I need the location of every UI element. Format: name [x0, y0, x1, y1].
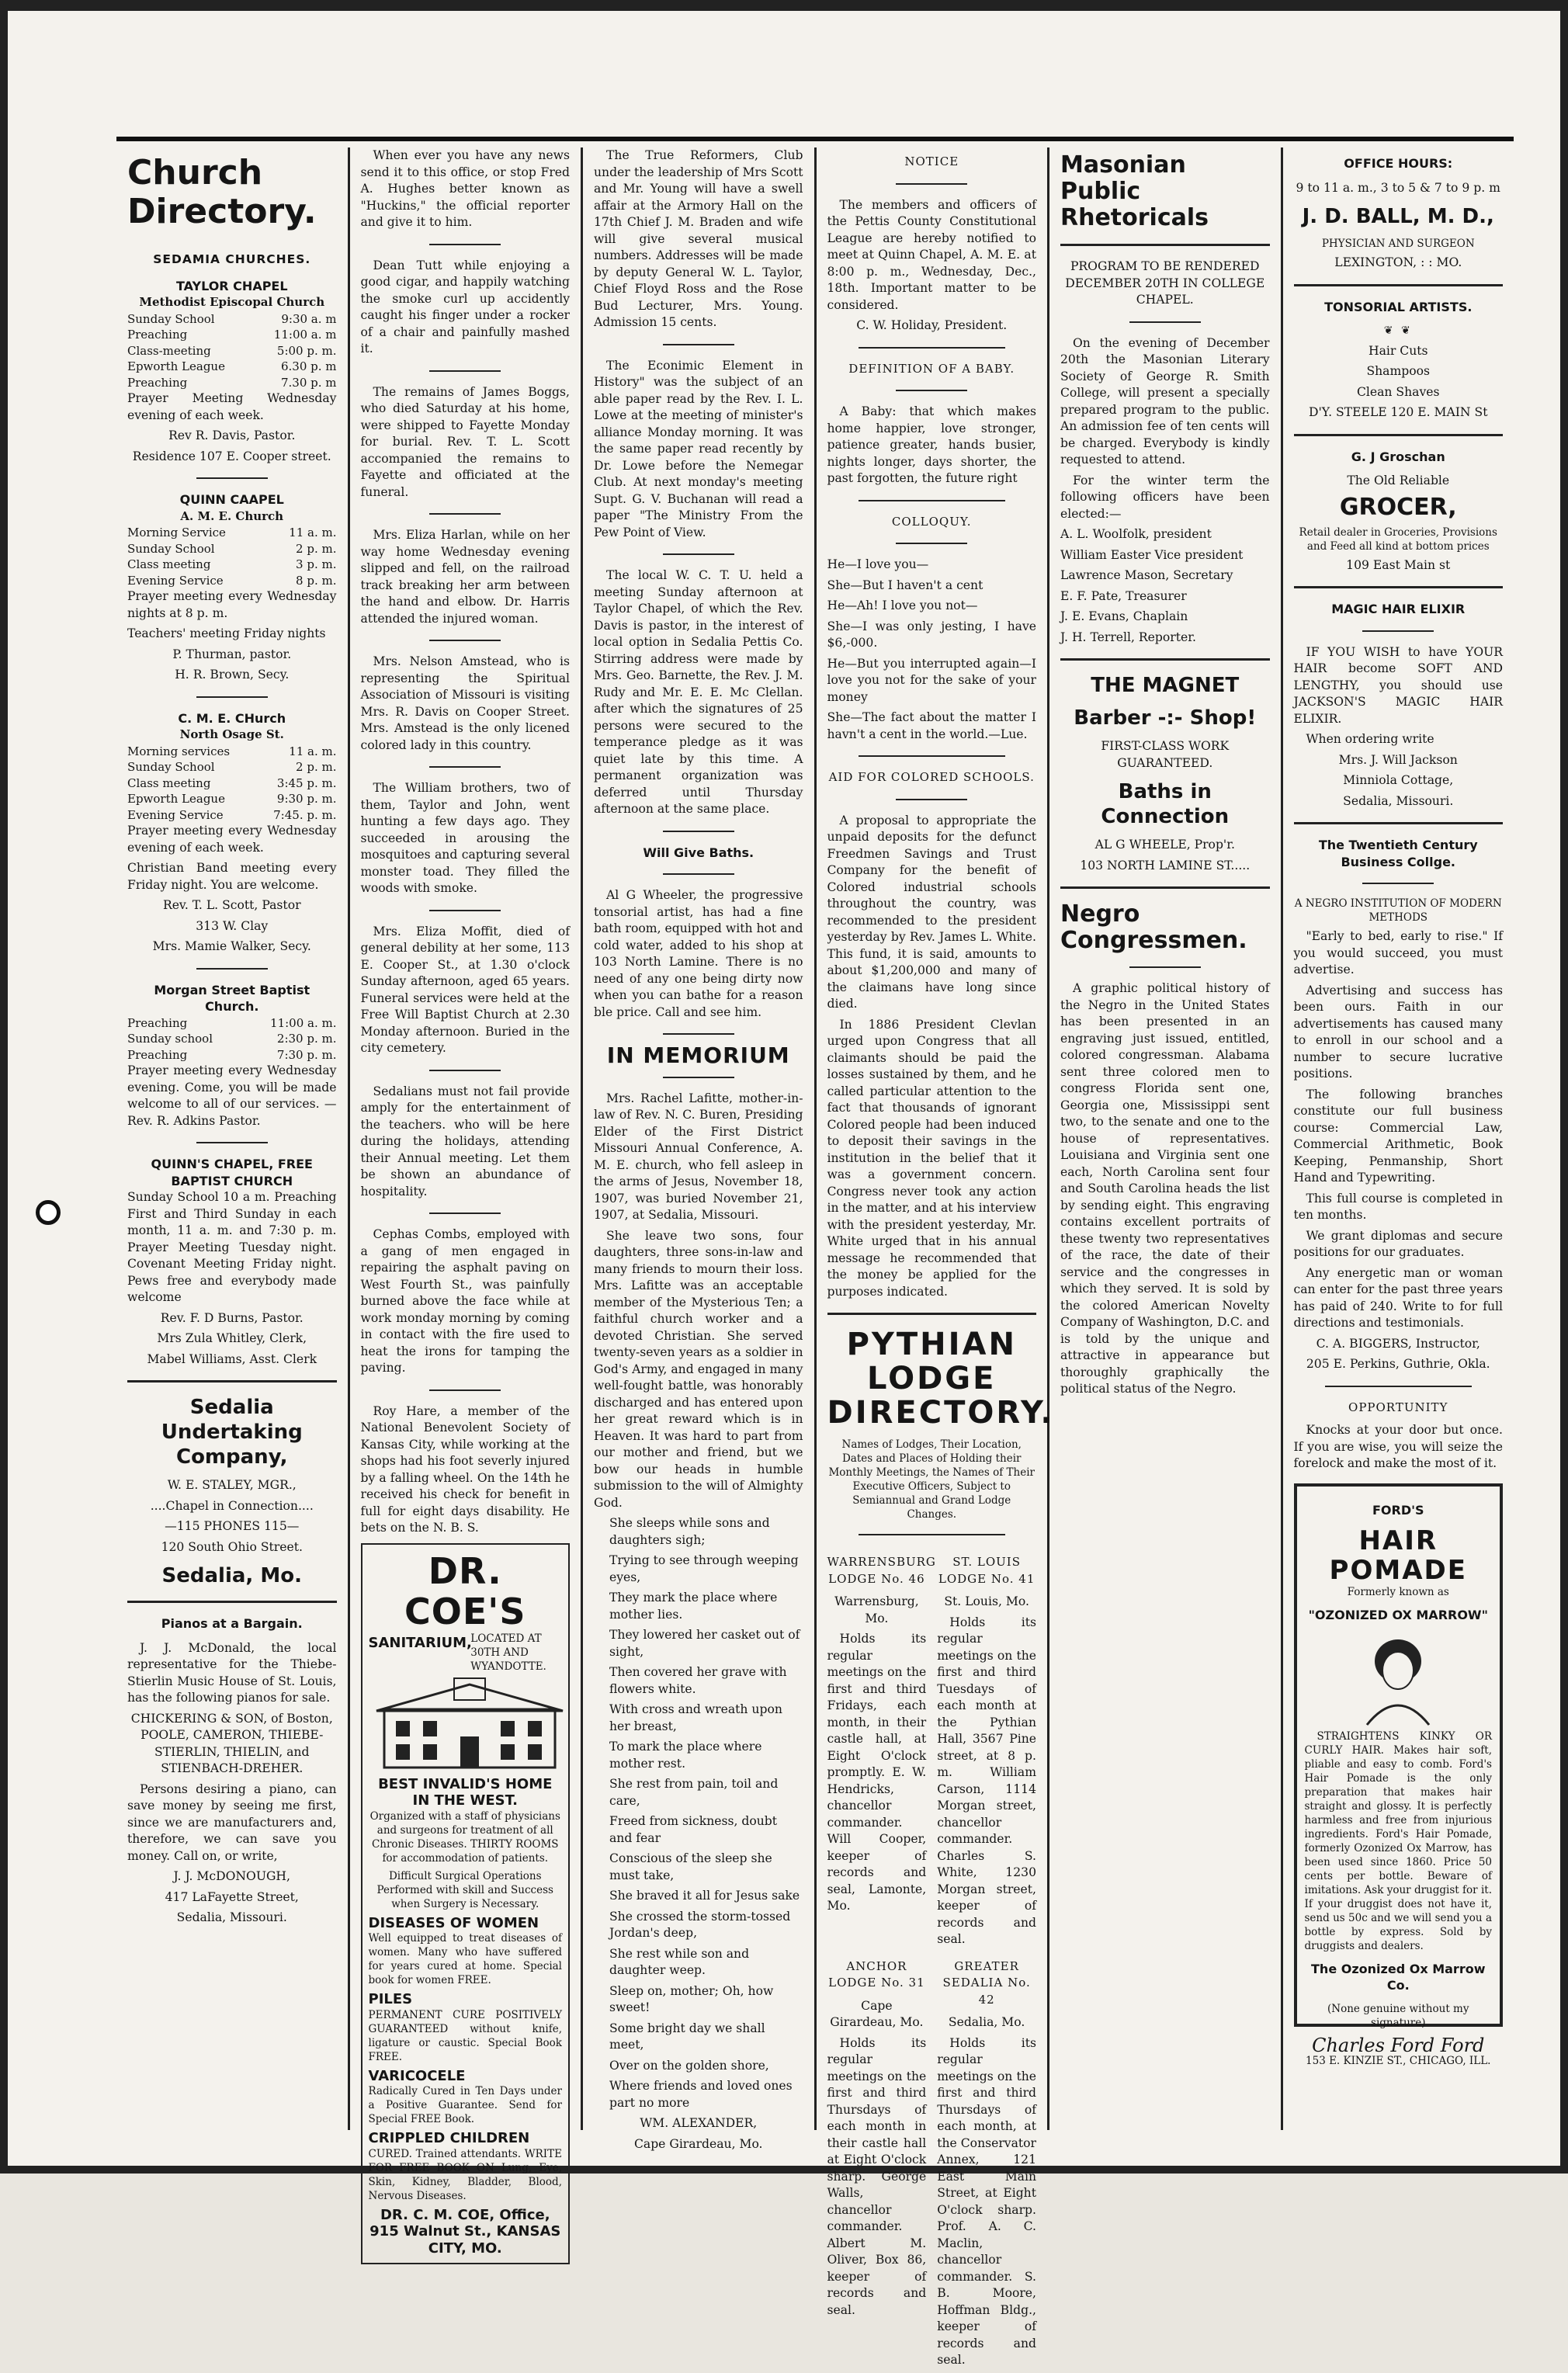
doctor-city: LEXINGTON, : : MO.	[1334, 255, 1462, 269]
church-residence: Residence 107 E. Cooper street.	[132, 449, 331, 463]
schedule-row: Preaching 7:30 p. m.	[127, 1047, 337, 1062]
divider	[663, 873, 734, 875]
schedule-row: Epworth League 9:30 p. m.	[127, 792, 337, 806]
column-3	[583, 147, 817, 2151]
grocer-title: GROCER,	[1339, 493, 1457, 521]
divider	[896, 799, 967, 800]
column-6	[1283, 147, 1514, 2130]
church-name: C. M. E. CHurch	[178, 710, 286, 726]
sanitarium-building-icon	[369, 1678, 571, 1771]
service: Shampoos	[1366, 364, 1431, 378]
pythian-intro: Names of Lodges, Their Location, Dates and Places of Holding their Monthly Meetings, the Names of Their Executive Officers, Subject to Semiannual and Grand Lodge Changes.	[828, 1438, 1036, 1521]
notice-title: NOTICE	[904, 154, 959, 168]
magic-title: MAGIC HAIR ELIXIR	[1331, 602, 1466, 616]
divider	[127, 1601, 337, 1603]
divider	[827, 1313, 1037, 1315]
magic-name: Mrs. J. Will Jackson	[1338, 752, 1458, 767]
pianos-address: 417 LaFayette Street,	[165, 1889, 299, 1904]
woman-portrait-icon	[1355, 1632, 1441, 1725]
poem-line: She braved it all for Jesus sake	[609, 1889, 800, 1903]
divider	[196, 1142, 268, 1143]
poem-line: She rest from pain, toil and care,	[609, 1777, 779, 1808]
column-2	[350, 147, 584, 2257]
news-item: Roy Hare, a member of the National Benevolent Society of Kansas City, while working at the shops had his foot severly injured by a falling wheel. On the 14th he received his check for benefit in full for eight days disability. He bets on the N. B. S.	[360, 1403, 570, 1535]
divider	[1294, 284, 1504, 286]
divider	[859, 500, 1005, 501]
college-address: 205 E. Perkins, Guthrie, Okla.	[1306, 1357, 1490, 1371]
college-institution: A NEGRO INSTITUTION OF MODERN METHODS	[1294, 897, 1502, 924]
pomade-title: HAIR POMADE	[1329, 1525, 1467, 1586]
divider	[896, 543, 967, 544]
coes-text-women: Well equipped to treat diseases of women. Many who have suffered for years cured at home. Special book for women FREE.	[368, 1932, 562, 1986]
office-hours-title: OFFICE HOURS:	[1344, 156, 1453, 171]
poem-line: Then covered her grave with flowers white.	[609, 1665, 787, 1696]
doctor-name: J. D. BALL, M. D.,	[1302, 205, 1494, 228]
church-pastor: Rev R. Davis, Pastor.	[168, 428, 296, 442]
baby-text: A Baby: that which makes home happier, love stronger, patience greater, hands busier, nights longer, days shorter, the past forgotten, the future right	[827, 404, 1036, 485]
coes-location: LOCATED AT 30TH AND WYANDOTTE.	[470, 1632, 546, 1673]
undertaking-manager: W. E. STALEY, MGR.,	[167, 1478, 297, 1492]
divider	[1294, 434, 1504, 436]
poem-line: They lowered her casket out of sight,	[609, 1628, 800, 1659]
undertaking-address: 120 South Ohio Street.	[161, 1539, 303, 1554]
news-item: The Econimic Element in History" was the subject of an able paper read by the Rev. I. L. Lowe at the meeting of minister's alliance Monday morning. It was the same paper read recently by Dr. Lowe before the Nemegar Club. At next monday's meeting Supt. G. V. Buchanan will read a paper "The Ministry From the Pew Point of View.	[594, 358, 803, 539]
church-secretary: Mrs. Mamie Walker, Secy.	[152, 939, 311, 953]
notice-text: The members and officers of the Pettis County Constitutional League are hereby notified to meet at Quinn Chapel, A. M. E. at 8:00 p. m., Wednesday, Dec., 18th. Important matter to be considered.	[827, 197, 1036, 312]
church-pastor: Rev. T. L. Scott, Pastor	[162, 898, 301, 912]
poem-line: With cross and wreath upon her breast,	[609, 1702, 782, 1733]
barber-address: 103 NORTH LAMINE ST.....	[1080, 858, 1251, 873]
lodge-listing	[937, 1952, 1036, 2373]
college-text: The following branches constitute our full business course: Commercial Law, Commercial Arithmetic, Book Keeping, Penmanship, Short Hand and Typewriting.	[1293, 1087, 1503, 1185]
churches-section-title: SEDAMIA CHURCHES.	[153, 252, 311, 266]
divider	[429, 640, 501, 641]
pomade-formerly: Formerly known as	[1347, 1586, 1449, 1598]
poem-line: Freed from sickness, doubt and fear	[609, 1814, 778, 1845]
divider	[896, 183, 967, 185]
college-title: The Twentieth Century Business Collge.	[1318, 838, 1478, 869]
news-item: The remains of James Boggs, who died Saturday at his home, were shipped to Fayette Monday for burial. Rev. T. L. Scott accompanied the remains to Fayette and officiated at the funeral.	[360, 384, 570, 499]
opportunity-title: OPPORTUNITY	[1348, 1400, 1448, 1414]
lodge-place: Sedalia, Mo.	[948, 2015, 1025, 2029]
divider	[663, 1077, 734, 1078]
divider	[1129, 966, 1201, 968]
divider	[1129, 321, 1201, 323]
divider	[429, 1213, 501, 1214]
divider	[663, 831, 734, 832]
church-secretary: H. R. Brown, Secy.	[175, 668, 290, 682]
poem-line: Trying to see through weeping eyes,	[609, 1553, 799, 1584]
pomade-signature: Charles Ford Ford	[1312, 2034, 1485, 2056]
grocer-text: Retail dealer in Groceries, Provisions and Feed all kind at bottom prices	[1299, 526, 1497, 553]
divider	[429, 1070, 501, 1071]
negro-congressmen-title: Negro Congressmen.	[1060, 900, 1247, 954]
lodge-name: ANCHOR LODGE No. 31	[828, 1958, 925, 1990]
lodge-text: Holds its regular meetings on the first and third Thursdays of each month, at the Conservator Annex, 121 East Main Street, at Eight O'clock sharp. Prof. A. C. Maclin, chancellor commander. S. B. Moore, Hoffman Bldg., keeper of records and seal.	[937, 2035, 1037, 2367]
steele-address: D'Y. STEELE 120 E. MAIN St	[1309, 405, 1488, 419]
memoriam-author-city: Cape Girardeau, Mo.	[633, 2136, 763, 2151]
pomade-text: STRAIGHTENS KINKY OR CURLY HAIR. Makes hair soft, pliable and easy to comb. Ford's Hair Pomade is the only preparation that makes hair straight and glossy. It is perfectly harmless and free from injurious ingredients. Ford's Hair Pomade, formerly Ozonized Ox Marrow, has been used since 1860. Price 50 cents per bottle. Beware of imitations. Ask your druggist for it. If your druggist does not have it, send us 50c and we will send you a bottle by express. Sold by druggists and dealers.	[1304, 1729, 1492, 1952]
college-text: "Early to bed, early to rise." If you would succeed, you must advertise.	[1293, 929, 1503, 977]
doctor-title: PHYSICIAN AND SURGEON	[1321, 238, 1475, 250]
tonsorial-title: TONSORIAL ARTISTS.	[1324, 299, 1473, 314]
officer: J. H. Terrell, Reporter.	[1060, 630, 1196, 644]
lodge-listing	[937, 1548, 1036, 1952]
magnet-title: THE MAGNET	[1091, 674, 1240, 697]
schedule-row: Morning Service 11 a. m.	[127, 526, 337, 539]
coes-line: Organized with a staff of physicians and surgeons for treatment of all Chronic Diseases. THIRTY ROOMS for accommodation of patients.	[369, 1809, 560, 1865]
column-5	[1049, 147, 1283, 2130]
coes-title: DR. COE'S	[404, 1549, 526, 1632]
colloquy-line: He—Ah! I love you not—	[827, 598, 978, 612]
lodge-listing	[827, 1548, 936, 1952]
magnet-barber-ad	[1060, 673, 1270, 874]
divider	[1060, 658, 1270, 661]
lodge-listing	[827, 1952, 927, 2373]
church-subtitle: A. M. E. Church	[180, 508, 284, 523]
news-item: Dean Tutt while enjoying a good cigar, and happily watching the smoke curl up accidently caught his finger under a rocker of a chair and painfully mashed it.	[360, 258, 570, 356]
taylor-chapel-listing	[127, 278, 337, 466]
pianos-name: J. J. McDONOUGH,	[173, 1869, 290, 1883]
schedule-row: Epworth League 6.30 p. m	[127, 359, 337, 373]
lodge-name: WARRENSBURG LODGE No. 46	[827, 1555, 936, 1586]
schedule-row: Preaching 7.30 p. m	[127, 375, 337, 390]
church-address: 313 W. Clay	[196, 918, 269, 933]
pythian-directory	[827, 1327, 1055, 2373]
barber-proprietor: AL G WHEELE, Prop'r.	[1094, 838, 1235, 852]
baths-connection: Baths in Connection	[1101, 780, 1230, 828]
masthead-rule	[116, 137, 1514, 141]
church-note: Prayer Meeting Wednesday evening of each week.	[127, 391, 337, 422]
colloquy-title: COLLOQUY.	[891, 514, 972, 529]
coes-subtitle: SANITARIUM,	[368, 1634, 472, 1651]
news-item: Sedalians must not fail provide amply for the entertainment of the teachers. who will be here during the holidays, attending their Annual meeting. Let them be shown an abundance of hospitality.	[360, 1084, 570, 1199]
church-subtitle: North Osage St.	[179, 727, 284, 741]
college-text: This full course is completed in ten months.	[1293, 1191, 1503, 1222]
lodge-text: Holds its regular meetings on the first and third Tuesdays of each month at the Pythian Hall, 3567 Pine street, at 8 p. m. William Carson, 1114 Morgan street, chancellor commander. Charles S. White, 1230 Morgan street, keeper of records and seal.	[937, 1615, 1036, 1946]
coes-tagline: BEST INVALID'S HOME IN THE WEST.	[378, 1775, 553, 1809]
colloquy-line: She—I was only jesting, I have $6,-000.	[827, 619, 1036, 650]
pomade-address: 153 E. KINZIE ST., CHICAGO, ILL.	[1306, 2055, 1491, 2067]
pythian-title: PYTHIAN LODGE DIRECTORY.	[827, 1327, 1055, 1431]
colloquy-line: She—But I haven't a cent	[827, 578, 983, 592]
opportunity-text: Knocks at your door but once. If you are wise, you will seize the forelock and make the most of it.	[1293, 1423, 1503, 1470]
schedule-row: Sunday School 2 p. m.	[127, 541, 337, 556]
divider	[663, 344, 734, 345]
pomade-formerly-name: "OZONIZED OX MARROW"	[1308, 1608, 1488, 1622]
colloquy-line: She—The fact about the matter I havn't a cent in the world.—Lue.	[827, 710, 1036, 741]
ornament-icon: ❦ ❦	[1383, 324, 1413, 337]
pomade-brand: FORD'S	[1372, 1502, 1424, 1518]
lodge-place: St. Louis, Mo.	[944, 1594, 1029, 1608]
news-item: The local W. C. T. U. held a meeting Sunday afternoon at Taylor Chapel, of which the Rev. Davis is pastor, in the interest of local option in Sedalia Pettis Co. Stirring address were made by Mrs. Geo. Barnette, the Rev. J. M. Rudy and Mr. E. E. Mc Clellan. after which the signatures of 25 persons were secured to the temperance pledge as it was quiet late by this time. A permanent organization was deferred until Thursday afternoon at the same place.	[594, 568, 803, 816]
free-baptist-listing	[127, 1156, 337, 1368]
coes-text-piles: PERMANENT CURE POSITIVELY GUARANTEED without knife, ligature or caustic. Special Book FREE.	[368, 2008, 562, 2063]
church-note: Prayer meeting every Wednesday nights at 8 p. m.	[127, 589, 337, 620]
divider	[859, 1534, 1005, 1535]
poem-line: Over on the golden shore,	[609, 2058, 769, 2073]
column-1	[116, 147, 350, 2130]
poem-line: She sleeps while sons and daughters sigh;	[609, 1516, 770, 1547]
service: Hair Cuts	[1368, 343, 1428, 358]
colloquy-line: He—I love you—	[827, 557, 929, 571]
divider	[663, 553, 734, 555]
lodge-name: GREATER SEDALIA No. 42	[942, 1958, 1031, 2007]
masonian-text: On the evening of December 20th the Masonian Literary Society of George R. Smith College, will present a specially prepared program to the public. An admission fee of ten cents will be charged. Everybody is kindly requested to attend.	[1060, 335, 1270, 467]
church-pastor: Rev. F. D Burns, Pastor.	[160, 1310, 304, 1325]
undertaking-city: Sedalia, Mo.	[161, 1564, 302, 1587]
news-item: Mrs. Nelson Amstead, who is representing the Spiritual Association of Missouri is visiting Mrs. R. Davis on Cooper Street. Mrs. Amstead is the only licened colored lady in this country.	[360, 654, 570, 752]
news-item: The William brothers, two of them, Taylor and John, went hunting a few days ago. They succeeded in arousing the mosquitoes and capturing several monster toad. They filled the woods with smoke.	[360, 781, 570, 895]
divider	[1325, 1386, 1472, 1387]
coes-text-varicocele: Radically Cured in Ten Days under a Positive Guarantee. Send for Special FREE Book.	[368, 2085, 562, 2125]
church-asst-clerk: Mabel Williams, Asst. Clerk	[147, 1351, 317, 1366]
officer: A. L. Woolfolk, president	[1060, 527, 1212, 541]
coes-text-children: CURED. Trained attendants. WRITE FOR FREE BOOK ON Lung, Eye, Skin, Kidney, Bladder, Blood, Nervous Diseases.	[368, 2147, 562, 2202]
divider	[1060, 244, 1270, 246]
divider	[896, 390, 967, 391]
news-item: Mrs. Eliza Moffit, died of general debility at her some, 113 E. Cooper St., at 1.30 o'clock Sunday afternoon, aged 65 years. Funeral services were held at the Free Will Baptist Church at 2.30 Monday afternoon. Buried in the city cemetery.	[360, 924, 570, 1055]
undertaking-title: Sedalia Undertaking Company,	[161, 1396, 303, 1469]
cme-church-listing	[127, 710, 337, 956]
grocer-sub: The Old Reliable	[1347, 474, 1450, 487]
officer: E. F. Pate, Treasurer	[1060, 588, 1187, 603]
college-text: We grant diplomas and secure positions for our graduates.	[1293, 1228, 1503, 1259]
lodge-place: Cape Girardeau, Mo.	[830, 1998, 924, 2029]
church-name: Morgan Street Baptist Church.	[154, 982, 310, 1014]
undertaking-phones: —115 PHONES 115—	[165, 1519, 300, 1533]
lodge-text: Holds its regular meetings on the first and third Fridays, each month, in their castle hall, at Eight O'clock promptly. E. W. Hendricks, chancellor commander. Will Cooper, keeper of records and seal, Lamonte, Mo.	[827, 1632, 927, 1913]
church-note: Christian Band meeting every Friday night. You are welcome.	[127, 861, 337, 892]
poem-line: She rest while son and daughter weep.	[609, 1946, 750, 1977]
memoriam-author: WM. ALEXANDER,	[640, 2116, 758, 2130]
poem-line: Sleep on, mother; Oh, how sweet!	[609, 1983, 774, 2014]
office-hours: 9 to 11 a. m., 3 to 5 & 7 to 9 p. m	[1296, 180, 1500, 195]
church-name: QUINN CAAPEL	[179, 492, 284, 507]
schedule-row: Sunday School 2 p. m.	[127, 760, 337, 774]
news-item: Cephas Combs, employed with a gang of men engaged in repairing the asphalt paving on West Fourth St., was painfully burned above the face while at work monday morning by coming in contact with the fire used to heat the irons for tamping the paving.	[360, 1227, 570, 1375]
masonian-program: PROGRAM TO BE RENDERED DECEMBER 20TH IN COLLEGE CHAPEL.	[1065, 259, 1265, 307]
pianos-city: Sedalia, Missouri.	[176, 1910, 287, 1924]
divider	[429, 1389, 501, 1391]
grocer-name: G. J Groschan	[1351, 449, 1445, 464]
magic-text: IF YOU WISH to have YOUR HAIR become SOFT AND LENGTHY, you should use JACKSON'S MAGIC HAIR ELIXIR.	[1293, 644, 1503, 726]
baths-title: Will Give Baths.	[643, 845, 755, 860]
lodge-name: ST. LOUIS LODGE No. 41	[938, 1555, 1036, 1586]
morgan-baptist-listing	[127, 982, 337, 1130]
hair-pomade-ad	[1294, 1483, 1504, 2067]
church-name: TAYLOR CHAPEL	[175, 278, 288, 293]
coes-heading-varicocele: VARICOCELE	[368, 2067, 466, 2084]
quinn-chapel-listing	[127, 491, 337, 684]
column-4	[817, 147, 1055, 2367]
divider	[429, 910, 501, 911]
poem-line: To mark the place where mother rest.	[609, 1740, 762, 1771]
columns	[116, 147, 1514, 2367]
divider	[1294, 586, 1504, 588]
pomade-company: The Ozonized Ox Marrow Co.	[1311, 1961, 1486, 1993]
schedule-row: Class meeting 3:45 p. m.	[127, 775, 337, 790]
undertaking-ad	[127, 1395, 337, 1588]
coes-line: Difficult Surgical Operations Performed with skill and Success when Surgery is Necessary.	[376, 1869, 553, 1910]
memoriam-title: IN MEMORIUM	[606, 1043, 790, 1068]
dr-coes-ad	[361, 1543, 571, 2265]
coes-heading-piles: PILES	[368, 1991, 413, 2007]
aid-para: A proposal to appropriate the unpaid deposits for the defunct Freedmen Savings and Trust Company for the benefit of Colored industrial schools throughout the country, was recommended to the president yesterday by Rev. James L. White. This fund, it is said, amounts to about $1,200,000 and many of the claimans have long since died.	[827, 813, 1036, 1011]
divider	[429, 766, 501, 768]
lodge-place: Warrensburg, Mo.	[834, 1594, 919, 1625]
divider	[429, 244, 501, 245]
negro-congressmen-text: A graphic political history of the Negro in the United States has been presented in an engraving just issued, entitled, colored congressman. Alabama sent three colored men to congress Florida sent one, Georgia one, Mississippi sent two, to the senate and one to the house of representatives. Louisiana and Virginia sent one each, North Carolina sent four and South Carolina heads the list by sending eight. This engraving contains excellent portraits of these twenty two representatives of the race, the date of their service and the congresses in which they served. It is sold by the colored American Novelty Company of Washington, D.C. and is told by the unique and attractive in appearance but thoroughly graphically the political status of the Negro.	[1060, 981, 1270, 1396]
church-clerk: Mrs Zula Whitley, Clerk,	[157, 1331, 307, 1345]
schedule-row: Preaching 11:00 a. m	[127, 328, 337, 342]
divider	[429, 370, 501, 372]
magic-city: Sedalia, Missouri.	[1343, 793, 1454, 808]
officer: J. E. Evans, Chaplain	[1060, 609, 1188, 623]
divider	[1362, 630, 1434, 632]
barber-guarantee: FIRST-CLASS WORK GUARANTEED.	[1101, 739, 1230, 770]
divider	[196, 968, 268, 970]
church-subtitle: Methodist Episcopal Church	[139, 295, 325, 309]
divider	[1362, 883, 1434, 884]
divider	[429, 513, 501, 515]
church-note: Prayer meeting every Wednesday evening of each week.	[127, 824, 337, 855]
divider	[1060, 886, 1270, 889]
memoriam-para: She leave two sons, four daughters, three sons-in-law and many friends to mourn their loss. Mrs. Lafitte was an acceptable member of the Mysterious Ten; a faithful church worker and a devoted Christian. She served twenty-seven years as a soldier in God's Army, and engaged in many well-fought battle, was honorably discharged and has entered upon her great reward which is in Heaven. It was hard to part from our mother and friend, but we bow our heads in humble submission to the will of Almighty God.	[594, 1228, 803, 1510]
schedule-row: Morning services 11 a. m.	[127, 744, 337, 758]
schedule-row: Sunday school 2:30 p. m.	[127, 1032, 337, 1046]
church-note: Prayer meeting every Wednesday evening. Come, you will be made welcome to all of our services. —Rev. R. Adkins Pastor.	[127, 1063, 337, 1128]
schedule-row: Sunday School 9:30 a. m	[127, 311, 337, 326]
divider	[859, 755, 1005, 757]
lodge-text: Holds its regular meetings on the first and third Thursdays of each month in their castle hall at Eight O'clock sharp. George Walls, chancellor commander. Albert M. Oliver, Box 86, keeper of records and seal.	[827, 2035, 927, 2317]
masonian-title: Masonian Public Rhetoricals	[1060, 151, 1209, 231]
divider	[127, 1380, 337, 1383]
schedule-row: Preaching 11:00 a. m.	[127, 1015, 337, 1030]
poem-line: Some bright day we shall meet,	[609, 2021, 765, 2052]
memoriam-para: Mrs. Rachel Lafitte, mother-in-law of Rev. N. C. Buren, Presiding Elder of the First District Missouri Annual Conference, A. M. E. church, who fell asleep in the arms of Jesus, November 18, 1907, was buried November 21, 1907, at Sedalia, Missouri.	[594, 1091, 803, 1222]
church-note: Sunday School 10 a m. Preaching First and Third Sunday in each month, 11 a. m. and 7:30 p. m. Prayer Meeting Tuesday night. Covenant Meeting Friday night. Pews free and everybody made welcome	[127, 1190, 337, 1304]
church-directory-title: Church Directory.	[127, 153, 317, 231]
divider	[196, 477, 268, 479]
news-item: The True Reformers, Club under the leadership of Mrs Scott and Mr. Young will have a swell affair at the Armory Hall on the 17th Chief J. M. Braden and wife will give several musical numbers. Addresses will be made by deputy General W. L. Taylor, Chief Floyd Ross and the Rose Bud Lecturer, Mrs. Young. Admission 15 cents.	[594, 148, 803, 329]
divider	[859, 347, 1005, 349]
colloquy-line: He—But you interrupted again—I love you not for the sake of your money	[827, 656, 1036, 704]
coes-footer: DR. C. M. COE, Office, 915 Walnut St., KANSAS CITY, MO.	[369, 2206, 561, 2257]
poem-line: She crossed the storm-tossed Jordan's deep,	[609, 1909, 791, 1940]
college-text: Any energetic man or woman can enter for the past three years has paid of 240. Write to for full directions and testimonials.	[1293, 1265, 1503, 1330]
pomade-note: (None genuine without my signature)	[1327, 2002, 1469, 2029]
grocer-address: 109 East Main st	[1346, 557, 1451, 572]
church-name: QUINN'S CHAPEL, FREE BAPTIST CHURCH	[151, 1157, 313, 1188]
magic-place: Minniola Cottage,	[1343, 773, 1454, 787]
college-text: Advertising and success has been ours. Faith in our advertisements has caused many to enroll in our school and a number to secure lucrative positions.	[1293, 983, 1503, 1081]
divider	[196, 696, 268, 698]
pianos-text: J. J. McDonald, the local representative for the Thiebe-Stierlin Music House of St. Louis, has the following pianos for sale.	[127, 1640, 337, 1705]
schedule-row: Evening Service 7:45. p. m.	[127, 807, 337, 822]
coes-heading-children: CRIPPLED CHILDREN	[368, 2130, 530, 2146]
aid-title: AID FOR COLORED SCHOOLS.	[828, 770, 1035, 784]
pianos-ad	[127, 1615, 337, 1927]
poem-line: They mark the place where mother lies.	[609, 1591, 778, 1622]
barber-shop-title: Barber -:- Shop!	[1074, 706, 1257, 730]
pianos-text-2: Persons desiring a piano, can save money by seeing me first, since we are manufacturers and, therefore, we can save you money. Call on, or write,	[127, 1781, 337, 1863]
magic-order: When ordering write	[1306, 732, 1434, 746]
schedule-row: Class-meeting 5:00 p. m.	[127, 343, 337, 358]
poem-line: Where friends and loved ones part no more	[609, 2079, 793, 2110]
church-note: Teachers' meeting Friday nights	[127, 626, 326, 640]
baths-text: Al G Wheeler, the progressive tonsorial artist, has had a fine bath room, equipped with hot and cold water, added to his shop at 103 North Lamine. There is no need of any one being dirty now when you can bathe for a reason ble price. Call and see him.	[594, 888, 803, 1019]
church-pastor: P. Thurman, pastor.	[172, 647, 292, 661]
coes-heading-women: DISEASES OF WOMEN	[368, 1914, 539, 1931]
pianos-title: Pianos at a Bargain.	[161, 1616, 303, 1631]
notice-signature: C. W. Holiday, President.	[856, 318, 1008, 332]
officer: Lawrence Mason, Secretary	[1060, 568, 1233, 582]
memoriam-poem	[594, 1515, 803, 2111]
baby-title: DEFINITION OF A BABY.	[848, 361, 1015, 376]
binder-hole	[36, 1200, 61, 1225]
schedule-row: Evening Service 8 p. m.	[127, 573, 337, 588]
college-signature: C. A. BIGGERS, Instructor,	[1316, 1336, 1480, 1351]
divider	[1294, 822, 1504, 824]
news-item: When ever you have any news send it to this office, or stop Fred A. Hughes better known as "Huckins," the official reporter and give it to him.	[360, 148, 570, 229]
officers-intro: For the winter term the following officers have been elected:—	[1060, 473, 1270, 521]
undertaking-chapel: ....Chapel in Connection....	[150, 1498, 314, 1513]
news-item: Mrs. Eliza Harlan, while on her way home Wednesday evening slipped and fell, on the railroad track breaking her arm between the hand and elbow. Dr. Harris attended the injured woman.	[360, 528, 570, 626]
service: Clean Shaves	[1356, 384, 1440, 399]
poem-line: Conscious of the sleep she must take,	[609, 1851, 772, 1882]
schedule-row: Class meeting 3 p. m.	[127, 557, 337, 571]
officer: William Easter Vice president	[1060, 547, 1244, 562]
aid-para: In 1886 President Clevlan urged upon Congress that all claimants should be paid the losses sustained by them, and he called particular attention to the fact that thousands of ignorant Colored people had been induced to deposit their savings in the institution in the belief that it was a government concern. Congress never took any action in the matter, and at his interview with the president yesterday, Mr. White urged that in his annual message he recommended that the money be applied for the purposes indicated.	[827, 1017, 1036, 1299]
divider	[663, 1033, 734, 1035]
pianos-brands: CHICKERING & SON, of Boston, POOLE, CAMERON, THIEBE-STIERLIN, THIELIN, and STIENBACH-DREHER.	[130, 1711, 333, 1775]
